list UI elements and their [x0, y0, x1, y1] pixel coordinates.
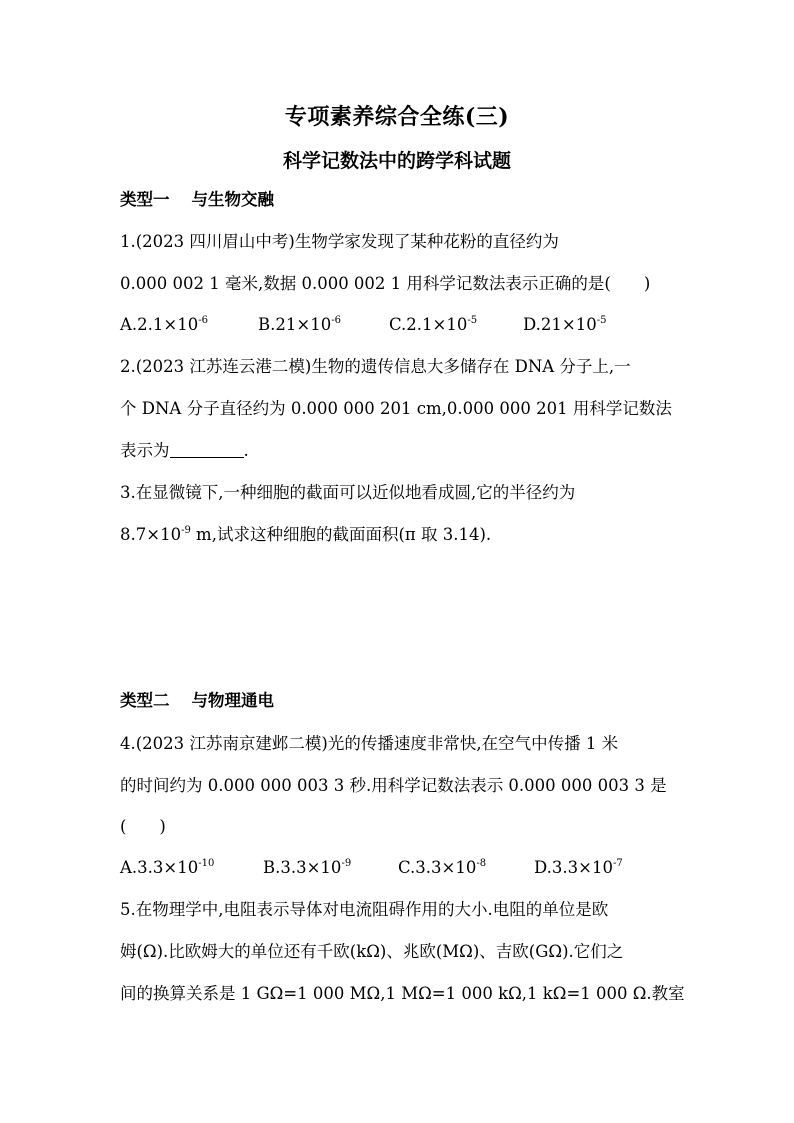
question-4-line-2: 的时间约为 0.000 000 003 3 秒.用科学记数法表示 0.000 000 003 3 是: [120, 776, 667, 795]
question-1-line-1: 1.(2023 四川眉山中考)生物学家发现了某种花粉的直径约为: [120, 232, 559, 251]
question-5-line-1: 5.在物理学中,电阻表示导体对电流阻碍作用的大小.电阻的单位是欧: [120, 900, 609, 919]
question-4-line-1: 4.(2023 江苏南京建邺二模)光的传播速度非常快,在空气中传播 1 米: [120, 734, 619, 753]
question-3-line-2: $8.7\times 10^{-9}$ m,试求这种细胞的截面面积(π 取 3.14).: [120, 525, 492, 544]
question-3-line-1: 3.在显微镜下,一种细胞的截面可以近似地看成圆,它的半径约为: [120, 483, 576, 502]
question-2-line-3: 表示为 .: [120, 441, 249, 460]
question-5-line-2: 姆(Ω).比欧姆大的单位还有千欧(kΩ)、兆欧(MΩ)、吉欧(GΩ).它们之: [120, 942, 624, 961]
question-4-option-a: $A.3.3\times 10^{-10}$: [120, 858, 215, 877]
question-1-line-2: 0.000 002 1 毫米,数据 0.000 002 1 用科学记数法表示正确的是( ): [120, 274, 651, 293]
section-number: 类型二: [120, 691, 170, 710]
page-subtitle: 科学记数法中的跨学科试题: [282, 150, 511, 172]
question-5-line-3: 间的换算关系是 1 GΩ=1 000 MΩ,1 MΩ=1 000 kΩ,1 kΩ=1 000 Ω.教室: [120, 984, 685, 1003]
question-1-option-d: $D.21\times 10^{-5}$: [523, 315, 607, 334]
answer-blank[interactable]: [170, 441, 244, 458]
question-4-option-d: $D.3.3\times 10^{-7}$: [534, 858, 623, 877]
section-title: 与物理通电: [191, 691, 274, 710]
page-title: 专项素养综合全练(三): [284, 104, 510, 130]
question-4-line-3: ( ): [120, 817, 166, 836]
section-heading-biology: [120, 189, 274, 211]
question-1-option-c: $C.2.1\times 10^{-5}$: [389, 315, 478, 334]
section-number: 类型一: [120, 190, 170, 209]
question-4-option-b: $B.3.3\times 10^{-9}$: [263, 858, 352, 877]
question-2-line-1: 2.(2023 江苏连云港二模)生物的遗传信息大多储存在 DNA 分子上,一: [120, 357, 631, 376]
section-title: 与生物交融: [191, 190, 274, 209]
question-2-line-2: 个 DNA 分子直径约为 0.000 000 201 cm,0.000 000 201 用科学记数法: [120, 399, 672, 418]
question-1-option-b: $B.21\times 10^{-6}$: [258, 315, 341, 334]
question-4-option-c: $C.3.3\times 10^{-8}$: [398, 858, 487, 877]
question-1-option-a: $A.2.1\times 10^{-6}$: [120, 315, 208, 334]
section-heading-physics: [120, 690, 274, 712]
